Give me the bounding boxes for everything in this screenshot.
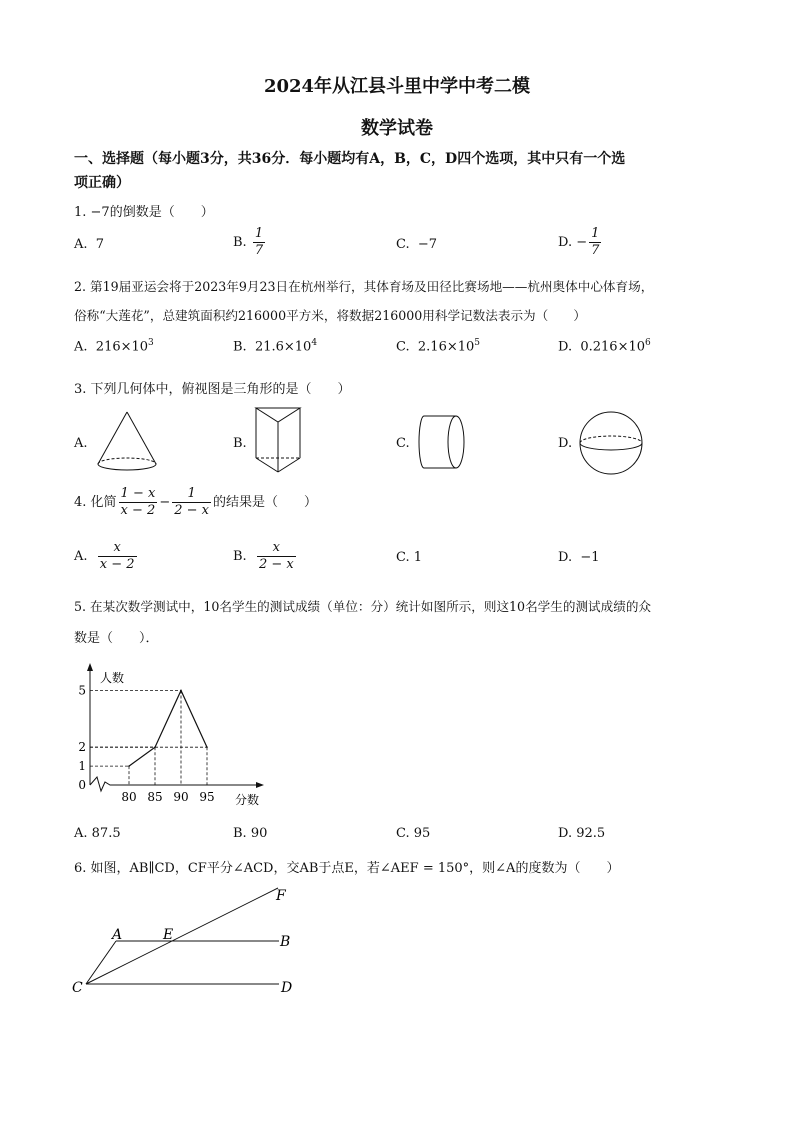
q1-option-b: [233, 226, 267, 259]
q6-stem: 6. 如图，AB∥CD，CF平分∠ACD，交AB于点E，若∠AEF = 150°，则∠A的度数为（ ）: [74, 861, 620, 876]
q2-b-label: B.: [233, 339, 247, 355]
prism-bottom-right: [278, 458, 300, 472]
cylinder-right-face: [448, 416, 464, 468]
q4-fraction-1: [119, 486, 158, 519]
x-tick-90: 90: [173, 790, 189, 804]
q2-a-base: 216×10: [95, 339, 149, 355]
q2-d-base: 0.216×10: [580, 339, 646, 355]
cone-base-front: [98, 464, 156, 470]
q5-stem-line1: 5. 在某次数学测试中，10名学生的测试成绩（单位：分）统计如图所示，则这10名学生的测试成绩的众: [74, 599, 652, 614]
q1-d-num: 1: [591, 226, 600, 241]
q1-c-text: −7: [417, 237, 438, 252]
q2-a-exp: 3: [148, 338, 154, 348]
point-f-label: F: [276, 888, 286, 904]
q1-b-label: B.: [233, 235, 247, 250]
data-point-85: [154, 746, 156, 748]
q4-f1-num: 1 − x: [120, 486, 156, 501]
point-d-label: D: [281, 980, 293, 996]
q5-option-b: B. 90: [233, 826, 268, 841]
prism-figure: [252, 404, 308, 476]
q4-f2-num: 1: [172, 486, 211, 503]
q1-option-a: [74, 237, 104, 252]
q2-stem-line2: 俗称“大莲花”，总建筑面积约216000平方米，将数据216000用科学记数法表示为（ ）: [74, 308, 587, 323]
prism-top-face: [256, 408, 300, 422]
point-a-label: A: [112, 927, 123, 943]
sphere-equator-back: [580, 436, 642, 443]
x-axis-label: 分数: [235, 793, 260, 807]
cone-base-back: [98, 458, 156, 464]
q4-b-num: x: [257, 540, 296, 557]
sphere-figure: [578, 410, 646, 478]
q4-b-den: 2 − x: [258, 557, 294, 572]
prism-bottom-left: [256, 458, 278, 472]
q2-b-base: 21.6×10: [254, 339, 312, 355]
y-axis-label: 人数: [100, 671, 125, 685]
chart-marks: [78, 684, 214, 805]
q1-a-text: 7: [95, 237, 105, 252]
q4-a-label: A.: [74, 549, 88, 564]
cylinder-figure: [416, 412, 472, 474]
q2-c-exp: 5: [474, 338, 481, 348]
point-c-label: C: [72, 980, 83, 996]
q1-option-c: [396, 237, 437, 252]
y-tick-1: 1: [78, 759, 86, 774]
cone-left-edge: [98, 412, 127, 464]
q2-a-label: A.: [74, 339, 88, 355]
parallel-lines-figure: [66, 882, 316, 1002]
q1-d-fraction: [589, 226, 601, 259]
q4-a-num: x: [98, 540, 137, 557]
q2-option-b: [233, 338, 317, 354]
q4-f1-den: x − 2: [120, 503, 156, 518]
q1-stem: 1. −7的倒数是（ ）: [74, 205, 214, 220]
cone-figure: [92, 408, 164, 474]
y-tick-0: 0: [78, 778, 86, 792]
section-heading-line1: 一、选择题（每小题3分，共36分．每小题均有A，B，C，D四个选项，其中只有一个选: [74, 151, 626, 167]
cone-right-edge: [127, 412, 156, 464]
line-ac: [86, 941, 116, 984]
q4-stem: [74, 486, 317, 519]
x-axis-arrow: [256, 782, 264, 788]
x-tick-95: 95: [199, 790, 215, 804]
q2-d-exp: 6: [645, 338, 651, 348]
data-point-80: [128, 765, 130, 767]
q3-stem: 3. 下列几何体中，俯视图是三角形的是（ ）: [74, 382, 351, 397]
y-tick-2: 2: [78, 740, 86, 755]
q2-c-base: 2.16×10: [417, 339, 475, 355]
q1-b-fraction: [253, 226, 265, 259]
q2-b-exp: 4: [311, 338, 318, 348]
q1-b-num: 1: [254, 226, 264, 241]
point-e-label: E: [163, 927, 174, 943]
q1-d-label: D.: [558, 235, 573, 250]
q1-c-label: C.: [396, 237, 410, 252]
q4-option-c: C. 1: [396, 550, 423, 565]
q2-d-label: D.: [558, 339, 573, 355]
q5-option-a: A. 87.5: [74, 826, 121, 841]
q4-option-d: [558, 550, 600, 565]
series-line: [129, 691, 207, 767]
q2-option-d: [558, 338, 651, 354]
q4-a-fraction: [98, 540, 137, 573]
q5-option-c: C. 95: [396, 826, 431, 841]
q4-a-den: x − 2: [99, 557, 135, 572]
y-tick-5: 5: [78, 683, 86, 698]
q4-fraction-2: [172, 486, 211, 519]
q2-option-c: [396, 338, 480, 354]
q2-option-a: [74, 338, 154, 354]
q4-d-text: −1: [580, 550, 600, 565]
q1-option-d: [558, 226, 603, 259]
q3-d-label: D.: [558, 436, 573, 451]
y-axis-arrow: [87, 663, 93, 671]
q4-b-label: B.: [233, 549, 247, 564]
score-line-chart: [70, 660, 290, 810]
q4-minus: −: [159, 495, 171, 510]
exam-title: 2024年从江县斗里中学中考二模: [263, 76, 531, 97]
q5-stem-line2: 数是（ ）．: [74, 631, 159, 646]
x-tick-85: 85: [147, 790, 163, 804]
q5-option-d: D. 92.5: [558, 826, 606, 841]
q4-suffix: 的结果是（ ）: [212, 495, 317, 510]
sphere-equator-front: [580, 443, 642, 450]
x-axis: [90, 777, 258, 791]
q4-f2-den: 2 − x: [174, 503, 209, 518]
q1-d-sign: −: [576, 235, 588, 250]
q1-a-label: A.: [74, 237, 88, 252]
exam-subtitle: 数学试卷: [361, 118, 433, 139]
x-tick-80: 80: [121, 790, 137, 804]
q4-d-label: D.: [558, 550, 573, 565]
q4-option-b: [233, 540, 298, 573]
section-heading-line2: 项正确）: [74, 175, 130, 191]
q2-stem-line1: 2. 第19届亚运会将于2023年9月23日在杭州举行，其体育场及田径比赛场地——杭州奥体中心体育场，: [74, 279, 654, 294]
q3-b-label: B.: [233, 436, 247, 451]
sphere-outline: [580, 412, 642, 474]
q3-a-label: A.: [74, 436, 88, 451]
q1-b-den: 7: [254, 243, 264, 258]
q1-d-den: 7: [591, 243, 600, 258]
q4-b-fraction: [257, 540, 296, 573]
cylinder-left-curve: [419, 416, 424, 468]
data-point-90: [180, 690, 182, 692]
q4-prefix: 4. 化简: [74, 495, 117, 510]
q3-c-label: C.: [396, 436, 410, 451]
point-b-label: B: [280, 934, 291, 950]
data-point-95: [206, 746, 208, 748]
q4-option-a: [74, 540, 139, 573]
q2-c-label: C.: [396, 339, 410, 355]
